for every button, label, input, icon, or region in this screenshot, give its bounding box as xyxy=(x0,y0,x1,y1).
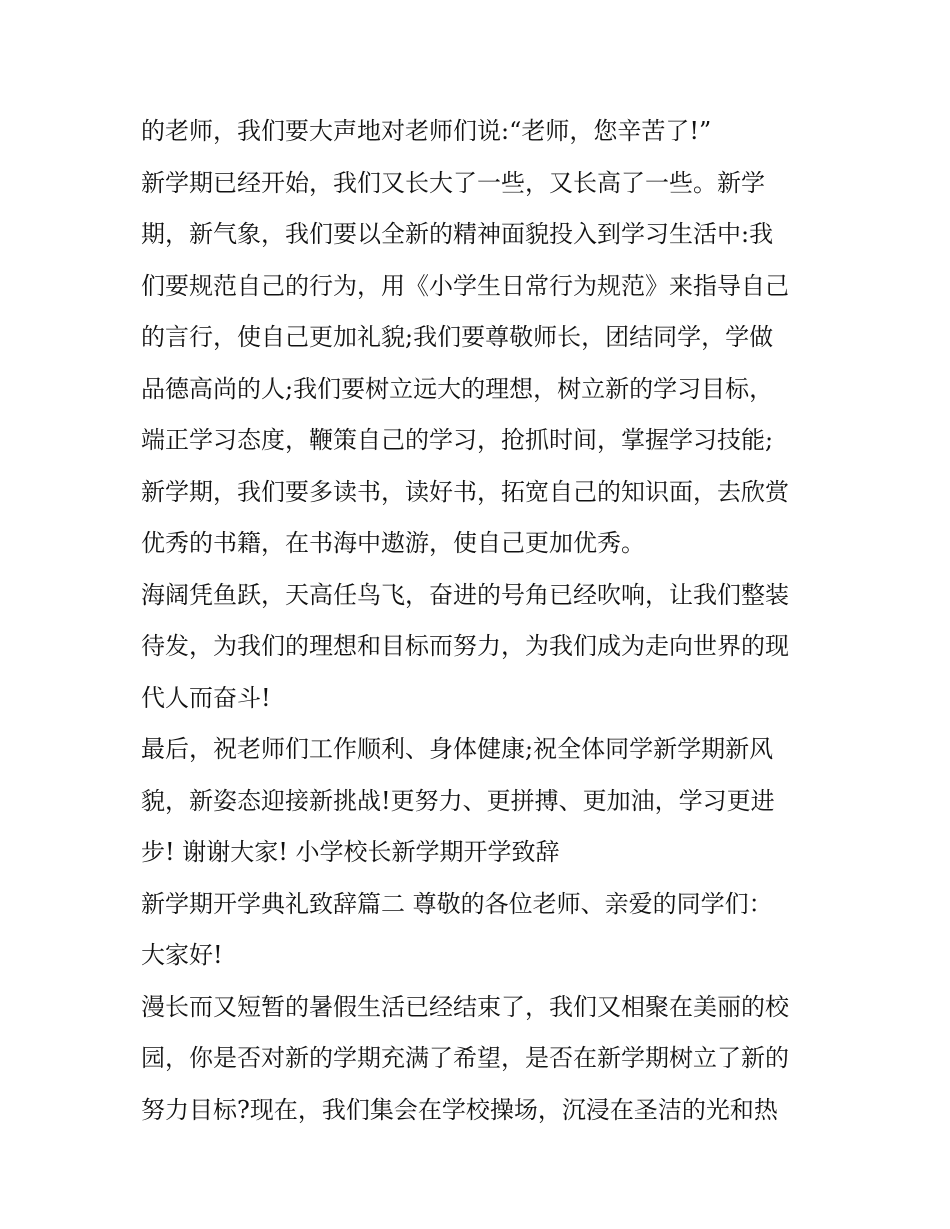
text-line: 品德高尚的人;我们要树立远大的理想，树立新的学习目标， xyxy=(141,374,774,403)
text-line: 大家好! xyxy=(141,941,223,969)
text-line: 新学期，我们要多读书，读好书，拓宽自己的知识面，去欣赏 xyxy=(141,477,789,506)
text-line: 优秀的书籍，在书海中遨游，使自己更加优秀。 xyxy=(141,529,645,557)
text-line: 期，新气象，我们要以全新的精神面貌投入到学习生活中:我 xyxy=(141,220,774,248)
text-line: 们要规范自己的行为，用《小学生日常行为规范》来指导自己 xyxy=(141,271,789,300)
document-body xyxy=(141,106,821,1136)
text-line: 的老师，我们要大声地对老师们说:“老师，您辛苦了!” xyxy=(141,117,712,145)
text-line: 漫长而又短暂的暑假生活已经结束了，我们又相聚在美丽的校 xyxy=(141,992,789,1021)
text-line: 貌，新姿态迎接新挑战!更努力、更拼搏、更加油，学习更进 xyxy=(141,786,775,815)
text-line: 端正学习态度，鞭策自己的学习，抢抓时间，掌握学习技能; xyxy=(141,426,774,454)
text-line: 园，你是否对新的学期充满了希望，是否在新学期树立了新的 xyxy=(141,1044,789,1072)
text-line: 待发，为我们的理想和目标而努力，为我们成为走向世界的现 xyxy=(141,632,789,660)
text-line: 新学期开学典礼致辞篇二 尊敬的各位老师、亲爱的同学们： xyxy=(141,889,773,918)
text-line: 最后，祝老师们工作顺利、身体健康;祝全体同学新学期新风 xyxy=(141,735,774,763)
text-line: 代人而奋斗! xyxy=(141,683,271,712)
text-line: 努力目标?现在，我们集会在学校操场，沉浸在圣洁的光和热 xyxy=(141,1095,778,1124)
text-line: 步! 谢谢大家! 小学校长新学期开学致辞 xyxy=(141,838,560,866)
text-line: 海阔凭鱼跃，天高任鸟飞，奋进的号角已经吹响，让我们整装 xyxy=(141,580,789,609)
text-line: 新学期已经开始，我们又长大了一些，又长高了一些。新学 xyxy=(141,168,765,197)
text-line: 的言行，使自己更加礼貌;我们要尊敬师长，团结同学，学做 xyxy=(141,323,774,351)
